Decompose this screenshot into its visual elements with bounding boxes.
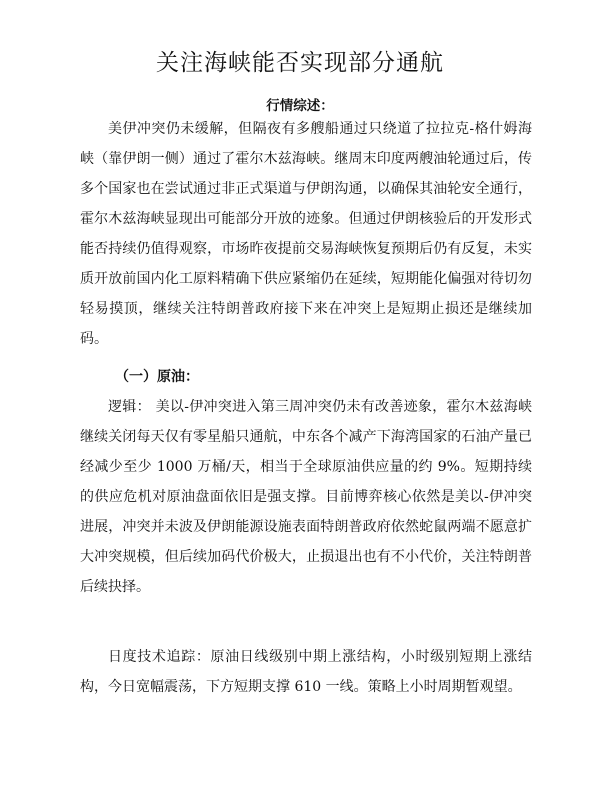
page-title: 关注海峡能否实现部分通航	[156, 50, 444, 76]
crude-oil-heading: （一）原油：	[115, 369, 199, 385]
logic-paragraph: 逻辑： 美以-伊冲突进入第三周冲突仍未有改善迹象，霍尔木兹海峡继续关闭每天仅有零星船只通航，中东各个减产下海湾国家的石油产量已经减少至少 1000 万桶/天，相当于全球原油供应量的约 9%。短期持续的供应危机对原油盘面依旧是强支撑。目前博弈核心依然是美以-伊冲突进展，冲突并未波及伊朗能源设施表面特朗普政府依然蛇鼠两端不愿意扩大冲突规模，但后续加码代价极大，止损退出也有不小代价，关注特朗普后续抉择。	[80, 399, 532, 595]
overview-paragraph: 美伊冲突仍未缓解，但隔夜有多艘船通过只绕道了拉拉克-格什姆海峡（靠伊朗一侧）通过了霍尔木兹海峡。继周末印度两艘油轮通过后，传多个国家也在尝试通过非正式渠道与伊朗沟通，以确保其油轮安全通行，霍尔木兹海峡显现出可能部分开放的迹象。但通过伊朗核验后的开发形式能否持续仍值得观察，市场昨夜提前交易海峡恢复预期后仍有反复，未实质开放前国内化工原料精确下供应紧缩仍在延续，短期能化偏强对待切勿轻易摸顶，继续关注特朗普政府接下来在冲突上是短期止损还是继续加码。	[80, 121, 532, 347]
section-subtitle: 行情综述：	[266, 98, 334, 114]
technical-tracking-paragraph: 日度技术追踪：原油日线级别中期上涨结构，小时级别短期上涨结构，今日宽幅震荡，下方短期支撑 610 一线。策略上小时周期暂观望。	[80, 649, 532, 695]
